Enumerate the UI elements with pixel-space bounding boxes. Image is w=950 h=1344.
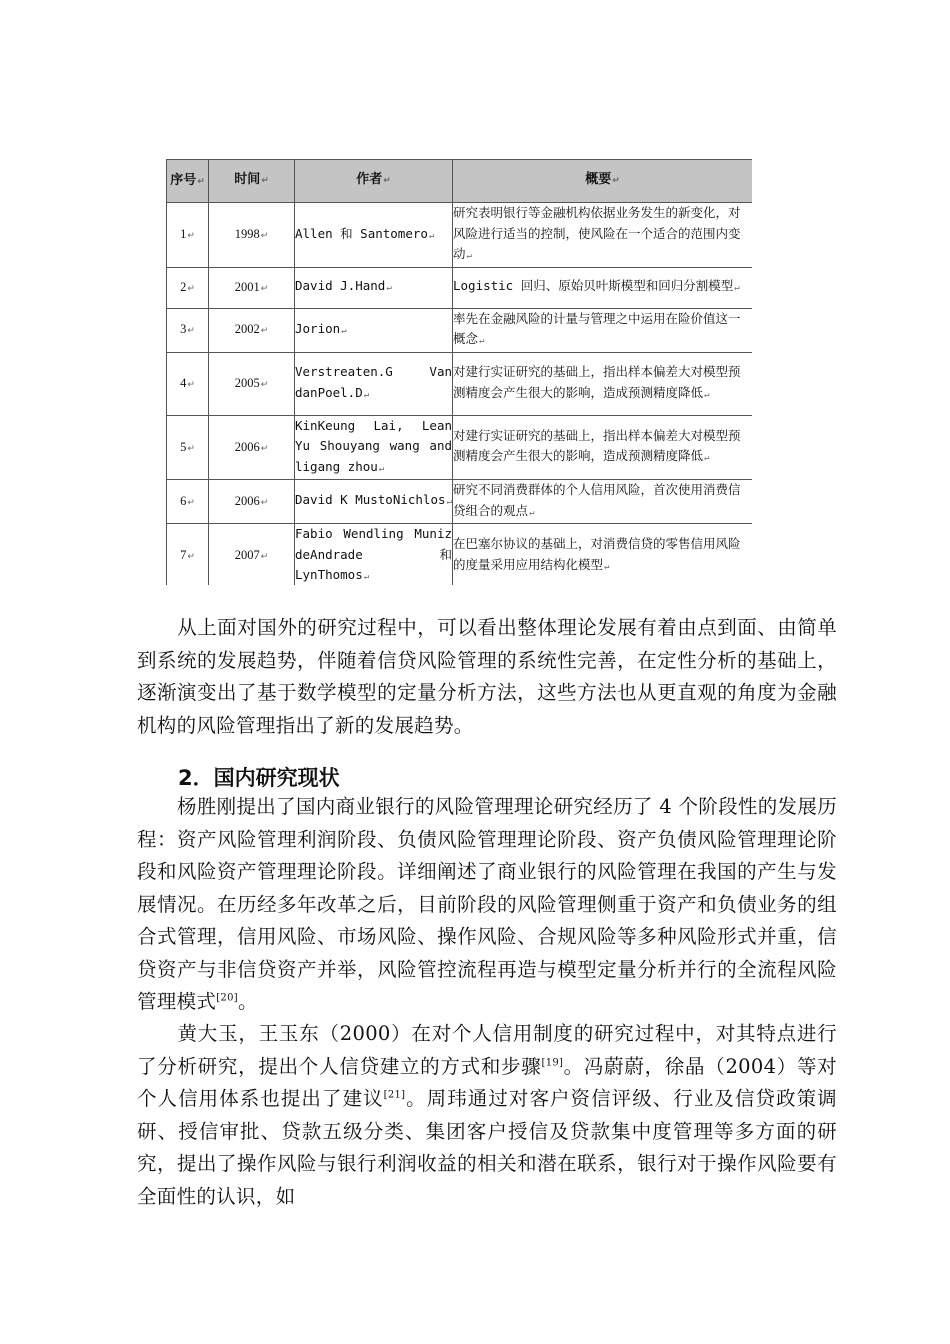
cell-author: Allen 和 Santomero↵ [295,203,453,268]
cell-summary: Logistic 回归、原始贝叶斯模型和回归分割模型↵ [453,267,753,308]
cell-summary: 研究不同消费群体的个人信用风险，首次使用消费信贷组合的观点↵ [453,480,753,524]
cell-author: Verstreaten.G Van danPoel.D↵ [295,352,453,415]
cell-summary: 对建行实证研究的基础上，指出样本偏差大对模型预测精度会产生很大的影响，造成预测精度降低↵ [453,352,753,415]
cell-author: Fabio Wendling Muniz deAndrade 和 LynThomos↵ [295,524,453,586]
cell-no: 3↵ [167,308,209,352]
cell-author: David K MustoNichlos↵ [295,480,453,524]
literature-table-wrapper [166,159,752,585]
cell-summary: 率先在金融风险的计量与管理之中运用在险价值这一概念↵ [453,308,753,352]
citation-ref: [21] [383,1089,406,1101]
table-row [167,415,753,480]
cell-year: 2006↵ [209,415,295,480]
cell-no: 2↵ [167,267,209,308]
cell-year: 2002↵ [209,308,295,352]
cell-summary: 对建行实证研究的基础上，指出样本偏差大对模型预测精度会产生很大的影响，造成预测精度降低↵ [453,415,753,480]
cell-year: 1998↵ [209,203,295,268]
header-no: 序号↵ [167,160,209,203]
table-row [167,480,753,524]
cell-no: 1↵ [167,203,209,268]
header-author: 作者↵ [295,160,453,203]
cell-author: Jorion↵ [295,308,453,352]
cell-author: KinKeung Lai, Lean Yu Shouyang wang and ligang zhou↵ [295,415,453,480]
table-row [167,267,753,308]
table-row [167,308,753,352]
section-heading: 2．国内研究现状 [178,766,340,790]
cell-no: 6↵ [167,480,209,524]
citation-ref: [20] [216,992,238,1004]
paragraph-personal-credit: 黄大玉，王玉东（2000）在对个人信用制度的研究过程中，对其特点进行了分析研究，提出个人信贷建立的方式和步骤[19]。冯蔚蔚，徐晶（2004）等对个人信用体系也提出了建议[21]。周玮通过对客户资信评级、行业及信贷政策调研、授信审批、贷款五级分类、集团客户授信及贷款集中度管理等多方面的研究，提出了操作风险与银行利润收益的相关和潜在联系，银行对于操作风险要有全面性的认识，如 [137,1022,837,1208]
cell-no: 7↵ [167,524,209,586]
header-summary: 概要↵ [453,160,753,203]
paragraph-foreign-summary: 从上面对国外的研究过程中，可以看出整体理论发展有着由点到面、由简单到系统的发展趋势，伴随着信贷风险管理的系统性完善，在定性分析的基础上，逐渐演变出了基于数学模型的定量分析方法，这些方法也从更直观的角度为金融机构的风险管理指出了新的发展趋势。 [137,616,837,737]
cell-year: 2005↵ [209,352,295,415]
cell-year: 2006↵ [209,480,295,524]
literature-table [166,159,752,585]
table-row [167,203,753,268]
citation-ref: [19] [541,1057,564,1068]
cell-no: 4↵ [167,352,209,415]
cell-year: 2001↵ [209,267,295,308]
cell-author: David J.Hand↵ [295,267,453,308]
cell-summary: 研究表明银行等金融机构依据业务发生的新变化，对风险进行适当的控制，使风险在一个适合的范围内变动↵ [453,203,753,268]
cell-year: 2007↵ [209,524,295,586]
table-row [167,524,753,586]
cell-no: 5↵ [167,415,209,480]
header-year: 时间↵ [209,160,295,203]
table-row [167,352,753,415]
cell-summary: 在巴塞尔协议的基础上，对消费信贷的零售信用风险的度量采用应用结构化模型↵ [453,524,753,586]
table-header-row [167,160,753,203]
paragraph-domestic-research: 杨胜刚提出了国内商业银行的风险管理理论研究经历了 4 个阶段性的发展历程：资产风险管理利润阶段、负债风险管理理论阶段、资产负债风险管理理论阶段和风险资产管理理论阶段。详细阐述了商业银行的风险管理在我国的产生与发展情况。在历经多年改革之后，目前阶段的风险管理侧重于资产和负债业务的组合式管理，信用风险、市场风险、操作风险、合规风险等多种风险形式并重，信贷资产与非信贷资产并举，风险管控流程再造与模型定量分析并行的全流程风险管理模式[20]。 [137,795,837,1013]
